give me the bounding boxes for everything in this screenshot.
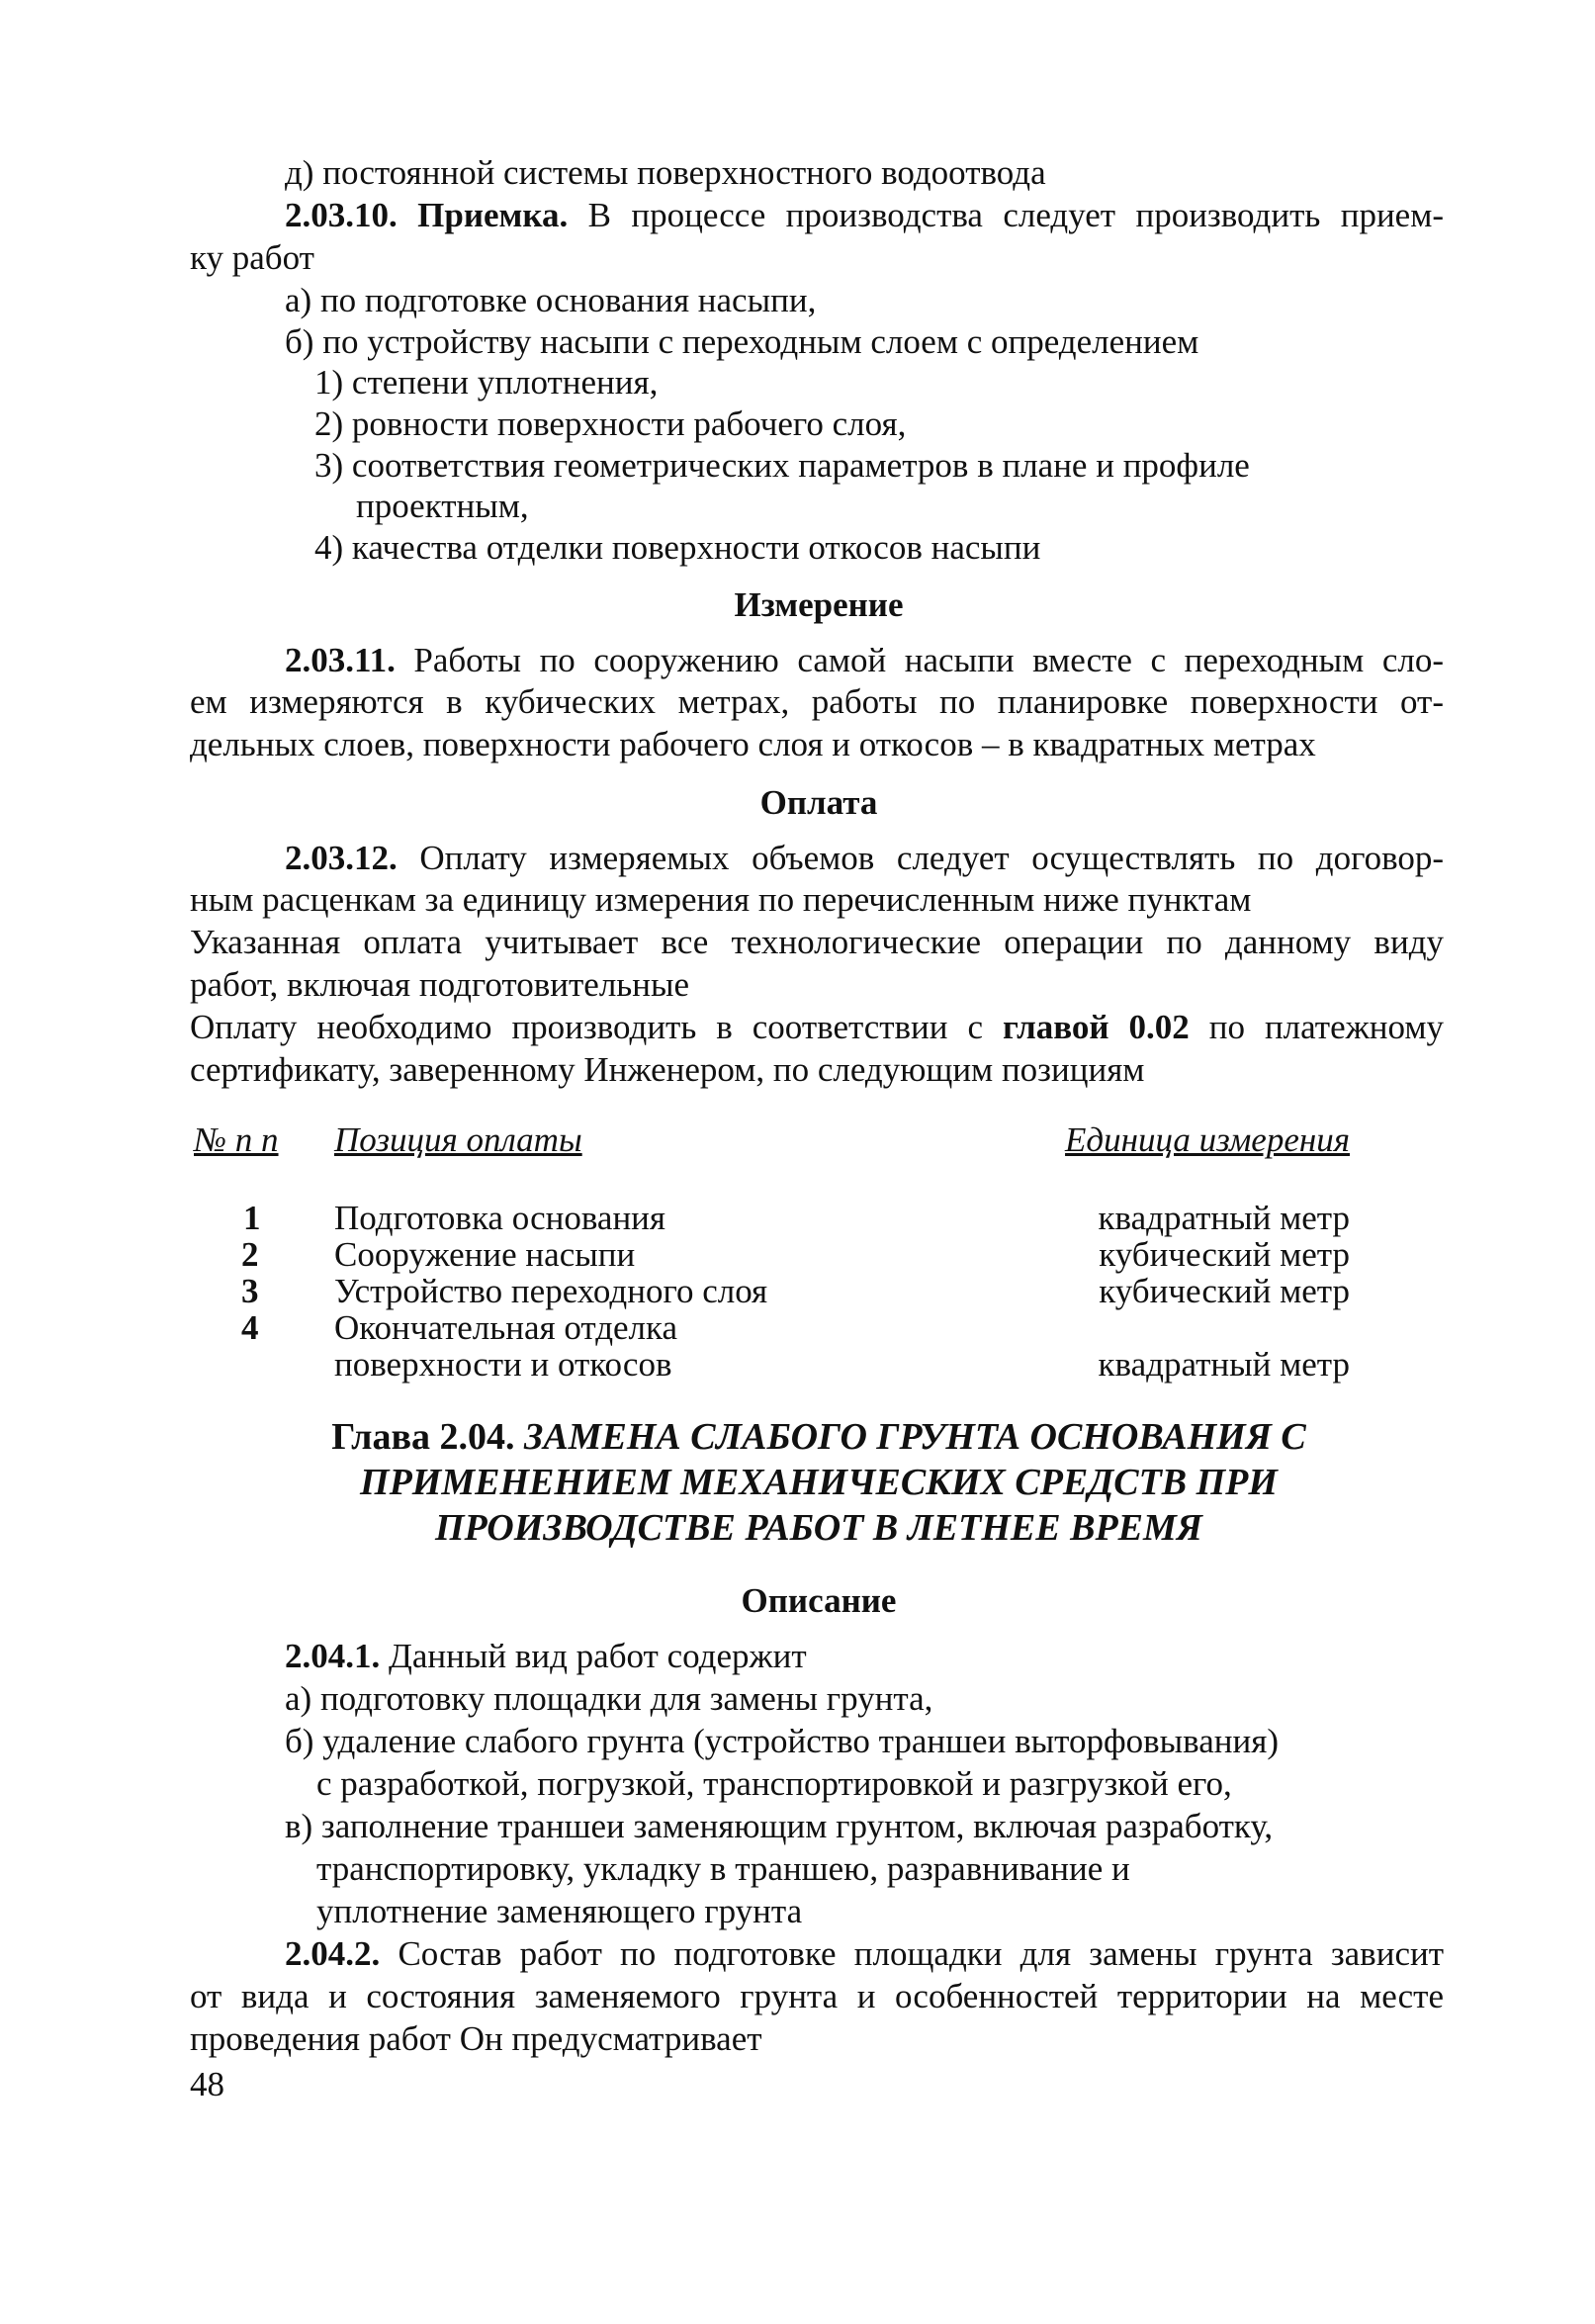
clause-number: 2.03.12. [285,839,398,877]
clause-number: 2.03.10. [285,196,398,234]
clause-number: 2.03.11. [285,641,396,679]
table-header-number: № п п [194,1120,279,1159]
chapter-title: ЗАМЕНА СЛАБОГО ГРУНТА ОСНОВАНИЯ С [524,1416,1306,1458]
list-item-v: в) заполнение траншеи заменяющим грунтом, включая разработку, [285,1807,1274,1845]
paragraph-2-03-10 [285,196,1444,235]
sub-item-4: 4) качества отделки поверхности откосов насыпи [314,528,1041,567]
clause-text: Работы по сооружению самой насыпи вместе с переходным сло- [413,641,1444,679]
chapter-title-line: ПРОИЗВОДСТВЕ РАБОТ В ЛЕТНЕЕ ВРЕМЯ [435,1507,1202,1549]
row-position: Сооружение насыпи [334,1235,636,1274]
row-unit: квадратный метр [1098,1199,1350,1237]
chapter-title-line [190,1414,1448,1460]
paragraph-line: ем измеряются в кубических метрах, работы по планировке поверхности от- [190,682,1444,721]
sub-item-2: 2) ровности поверхности рабочего слоя, [314,404,907,443]
paragraph-line: ным расценкам за единицу измерения по перечисленным ниже пунктам [190,880,1252,919]
row-number: 2 [241,1235,259,1274]
clause-title: Приемка. [417,196,569,234]
paragraph-2-03-12 [285,839,1444,878]
row-position-cont: поверхности и откосов [334,1345,672,1384]
row-number: 1 [243,1199,261,1237]
list-item-v-cont: уплотнение заменяющего грунта [316,1892,803,1930]
list-item-a: а) подготовку площадки для замены грунта, [285,1679,933,1718]
paragraph-line: от вида и состояния заменяемого грунта и особенностей территории на месте [190,1977,1444,2015]
paragraph-line: проведения работ Он предусматривает [190,2019,762,2058]
list-item-v-cont: транспортировку, укладку в траншею, разравнивание и [316,1849,1130,1888]
paragraph-line [190,1008,1444,1047]
row-position: Устройство переходного слоя [334,1272,768,1310]
text-run: Оплату необходимо производить в соответствии с [190,1008,984,1046]
clause-number: 2.04.2. [285,1934,381,1973]
clause-text: Данный вид работ содержит [389,1637,807,1675]
clause-text: Оплату измеряемых объемов следует осуществлять по договор- [419,839,1445,877]
clause-text: В процессе производства следует производить прием- [587,196,1445,234]
row-unit: квадратный метр [1098,1345,1350,1384]
row-number: 4 [241,1308,259,1347]
table-header-position: Позиция оплаты [334,1120,582,1159]
paragraph-line: Указанная оплата учитывает все технологические операции по данному виду [190,923,1444,961]
list-item-d: д) постоянной системы поверхностного водоотвода [285,153,1046,192]
chapter-prefix: Глава 2.04. [331,1416,515,1458]
list-item-b: б) удаление слабого грунта (устройство траншеи выторфовывания) [285,1722,1279,1760]
page-number: 48 [190,2065,224,2103]
paragraph-2-03-11 [285,641,1444,680]
paragraph-line: работ, включая подготовительные [190,965,690,1004]
paragraph-line: ку работ [190,238,314,277]
row-position: Окончательная отделка [334,1308,678,1347]
paragraph-line: дельных слоев, поверхности рабочего слоя и откосов – в квадратных метрах [190,725,1316,763]
clause-number: 2.04.1. [285,1637,381,1675]
sub-item-3-cont: проектным, [356,487,529,525]
sub-item-3: 3) соответствия геометрических параметров в плане и профиле [314,446,1250,485]
paragraph-2-04-1 [285,1637,807,1676]
list-item-a: а) по подготовке основания насыпи, [285,281,817,319]
list-item-b-cont: с разработкой, погрузкой, транспортировкой и разгрузкой его, [316,1764,1232,1803]
row-unit: кубический метр [1099,1272,1350,1310]
list-item-b: б) по устройству насыпи с переходным слоем с определением [285,322,1199,361]
sub-item-1: 1) степени уплотнения, [314,363,659,402]
text-run: по платежному [1208,1008,1444,1046]
row-position: Подготовка основания [334,1199,666,1237]
table-header-unit: Единица измерения [1065,1120,1350,1159]
row-number: 3 [241,1272,259,1310]
section-heading-payment: Оплата [759,783,878,822]
section-heading-description: Описание [741,1581,897,1620]
paragraph-2-04-2 [285,1934,1444,1974]
section-heading-measurement: Измерение [734,585,904,624]
chapter-reference: главой 0.02 [1002,1008,1190,1046]
chapter-title-line: ПРИМЕНЕНИЕМ МЕХАНИЧЕСКИХ СРЕДСТВ ПРИ [360,1462,1278,1503]
paragraph-line: сертификату, заверенному Инженером, по следующим позициям [190,1050,1145,1089]
clause-text: Состав работ по подготовке площадки для замены грунта зависит [398,1934,1445,1973]
row-unit: кубический метр [1099,1235,1350,1274]
